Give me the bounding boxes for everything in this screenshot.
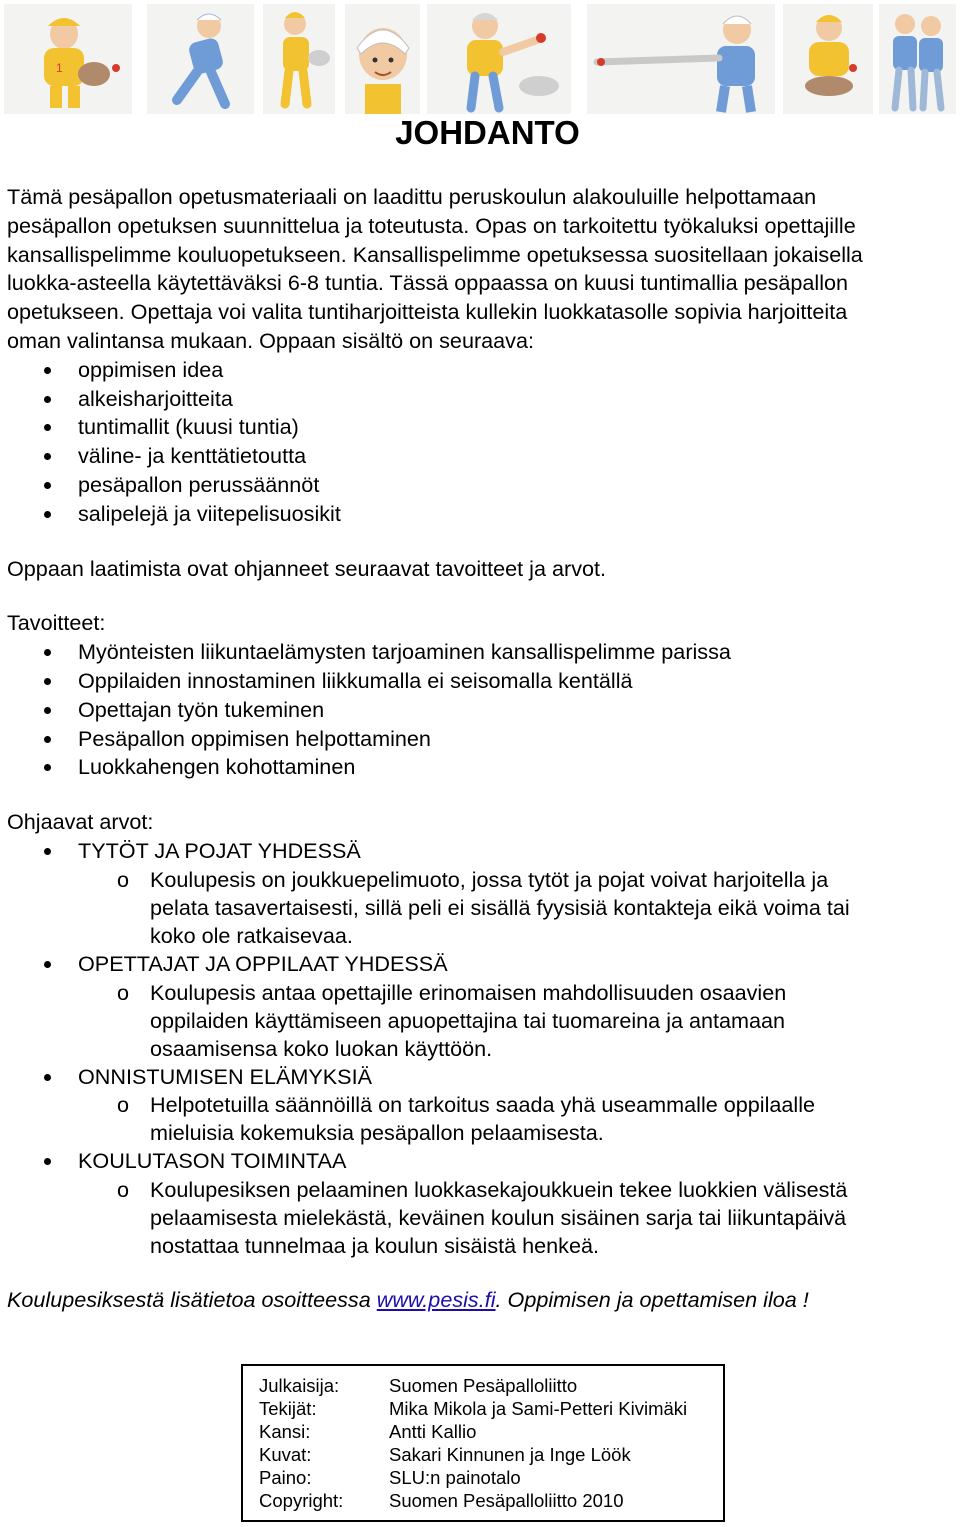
colophon-box bbox=[241, 1364, 725, 1522]
closing-text: . Oppimisen ja opettamisen iloa ! bbox=[495, 1287, 809, 1313]
document-body bbox=[7, 183, 957, 1315]
list-item: oppimisen idea bbox=[7, 356, 957, 385]
value-title: KOULUTASON TOIMINTAA bbox=[78, 1148, 347, 1174]
colophon-label: Kuvat: bbox=[259, 1444, 312, 1465]
value-title: TYTÖT JA POJAT YHDESSÄ bbox=[78, 837, 361, 863]
player-running-icon bbox=[147, 4, 254, 114]
players-walking-icon bbox=[879, 4, 956, 114]
colophon-row bbox=[259, 1489, 723, 1512]
intro-paragraph bbox=[7, 183, 957, 356]
colophon-label: Julkaisija: bbox=[259, 1375, 340, 1396]
intro-line: luokka-asteella käytettäväksi 6-8 tuntia. Tässä oppaassa on kuusi tuntimallia pesäpallon bbox=[7, 270, 849, 296]
colophon-label: Paino: bbox=[259, 1467, 312, 1488]
list-item: Myönteisten liikuntaelämysten tarjoaminen kansallispelimme parissa bbox=[7, 638, 957, 667]
value-title: OPETTAJAT JA OPPILAAT YHDESSÄ bbox=[78, 950, 448, 976]
player-throwing-icon bbox=[427, 4, 571, 114]
colophon-row bbox=[259, 1466, 723, 1489]
player-catching-icon bbox=[4, 4, 132, 114]
intro-line: pesäpallon opetuksen suunnittelua ja toteutusta. Opas on tarkoitettu työkaluksi opettajille bbox=[7, 212, 856, 238]
closing-text: Koulupesiksestä lisätietoa osoitteessa bbox=[7, 1287, 377, 1313]
colophon-value: Sakari Kinnunen ja Inge Löök bbox=[389, 1444, 631, 1465]
list-item: Luokkahengen kohottaminen bbox=[7, 753, 957, 782]
colophon-row bbox=[259, 1397, 723, 1420]
sub-list-item bbox=[78, 1176, 957, 1260]
intro-line: Tämä pesäpallon opetusmateriaali on laadittu peruskoulun alakouluille helpottamaan bbox=[7, 184, 817, 209]
values-list bbox=[7, 837, 957, 1260]
colophon-row bbox=[259, 1443, 723, 1466]
list-item: väline- ja kenttätietoutta bbox=[7, 442, 957, 471]
sub-line: Helpotetuilla säännöillä on tarkoitus saada yhä useammalle oppilaalle bbox=[150, 1092, 816, 1118]
contents-list bbox=[7, 356, 957, 529]
sub-line: nostattaa tunnelmaa ja koulun sisäistä henkeä. bbox=[150, 1233, 599, 1259]
values-heading: Ohjaavat arvot: bbox=[7, 809, 154, 835]
list-item: alkeisharjoitteita bbox=[7, 385, 957, 414]
sub-line: pelaamisesta mielekästä, keväinen koulun sisäinen sarja tai liikuntapäivä bbox=[150, 1205, 847, 1231]
illustration-banner bbox=[4, 4, 956, 114]
closing-line bbox=[7, 1286, 957, 1315]
goals-heading: Tavoitteet: bbox=[7, 610, 106, 636]
sub-line: oppilaiden käyttämiseen apuopettajina tai tuomareina ja antamaan bbox=[150, 1007, 786, 1033]
player-batting-icon bbox=[587, 4, 775, 114]
intro-line: kansallispelimme kouluopetukseen. Kansallispelimme opetuksessa suositellaan jokaisella bbox=[7, 241, 863, 267]
list-item: Opettajan työn tukeminen bbox=[7, 696, 957, 725]
list-item: Pesäpallon oppimisen helpottaminen bbox=[7, 725, 957, 754]
value-sublist bbox=[78, 1176, 957, 1260]
sub-line: Koulupesiksen pelaaminen luokkasekajoukkuein tekee luokkien välisestä bbox=[150, 1177, 848, 1203]
colophon-row bbox=[259, 1374, 723, 1397]
player-helmet-face-icon bbox=[345, 4, 420, 114]
list-item: pesäpallon perussäännöt bbox=[7, 471, 957, 500]
colophon-value: SLU:n painotalo bbox=[389, 1467, 521, 1488]
value-item bbox=[7, 1147, 957, 1260]
value-sublist bbox=[78, 979, 957, 1063]
website-link[interactable]: www.pesis.fi bbox=[376, 1287, 496, 1313]
intro-line: oman valintansa mukaan. Oppaan sisältö on seuraava: bbox=[7, 327, 534, 353]
value-item bbox=[7, 1063, 957, 1148]
value-item bbox=[7, 950, 957, 1063]
colophon-value: Suomen Pesäpalloliitto 2010 bbox=[389, 1490, 624, 1511]
player-with-glove-icon bbox=[263, 4, 335, 114]
sub-line: mieluisia kokemuksia pesäpallon pelaamisesta. bbox=[150, 1120, 604, 1146]
sub-list-item bbox=[78, 979, 957, 1063]
sub-line: koko ole ratkaisevaa. bbox=[150, 922, 353, 948]
goals-list bbox=[7, 638, 957, 782]
value-sublist bbox=[78, 1091, 957, 1147]
sub-line: Koulupesis antaa opettajille erinomaisen mahdollisuuden osaavien bbox=[150, 979, 787, 1005]
colophon-label: Copyright: bbox=[259, 1490, 344, 1511]
colophon-value: Suomen Pesäpalloliitto bbox=[389, 1375, 578, 1396]
sub-line: osaamisensa koko luokan käyttöön. bbox=[150, 1035, 493, 1061]
list-item: Oppilaiden innostaminen liikkumalla ei seisomalla kentällä bbox=[7, 667, 957, 696]
colophon-row bbox=[259, 1420, 723, 1443]
colophon-label: Tekijät: bbox=[259, 1398, 317, 1419]
list-item: tuntimallit (kuusi tuntia) bbox=[7, 413, 957, 442]
value-item bbox=[7, 837, 957, 950]
sub-line: Koulupesis on joukkuepelimuoto, jossa tytöt ja pojat voivat harjoitella ja bbox=[150, 866, 829, 892]
sub-line: pelata tasavertaisesti, sillä peli ei sisällä fyysisiä kontakteja eikä voima tai bbox=[150, 894, 850, 920]
sub-list-item bbox=[78, 1091, 957, 1147]
svg-text:1: 1 bbox=[56, 61, 63, 75]
colophon-value: Mika Mikola ja Sami-Petteri Kivimäki bbox=[389, 1398, 688, 1419]
page-title: JOHDANTO bbox=[395, 114, 580, 151]
value-title: ONNISTUMISEN ELÄMYKSIÄ bbox=[78, 1063, 372, 1089]
list-item: salipelejä ja viitepelisuosikit bbox=[7, 500, 957, 529]
intro-line: opetukseen. Opettaja voi valita tuntiharjoitteista kullekin luokkatasolle sopivia harjoitteita bbox=[7, 299, 848, 325]
goals-intro: Oppaan laatimista ovat ohjanneet seuraavat tavoitteet ja arvot. bbox=[7, 555, 606, 581]
colophon-value: Antti Kallio bbox=[389, 1421, 477, 1442]
colophon-label: Kansi: bbox=[259, 1421, 311, 1442]
player-crouching-icon bbox=[783, 4, 873, 114]
value-sublist bbox=[78, 866, 957, 950]
sub-list-item bbox=[78, 866, 957, 950]
